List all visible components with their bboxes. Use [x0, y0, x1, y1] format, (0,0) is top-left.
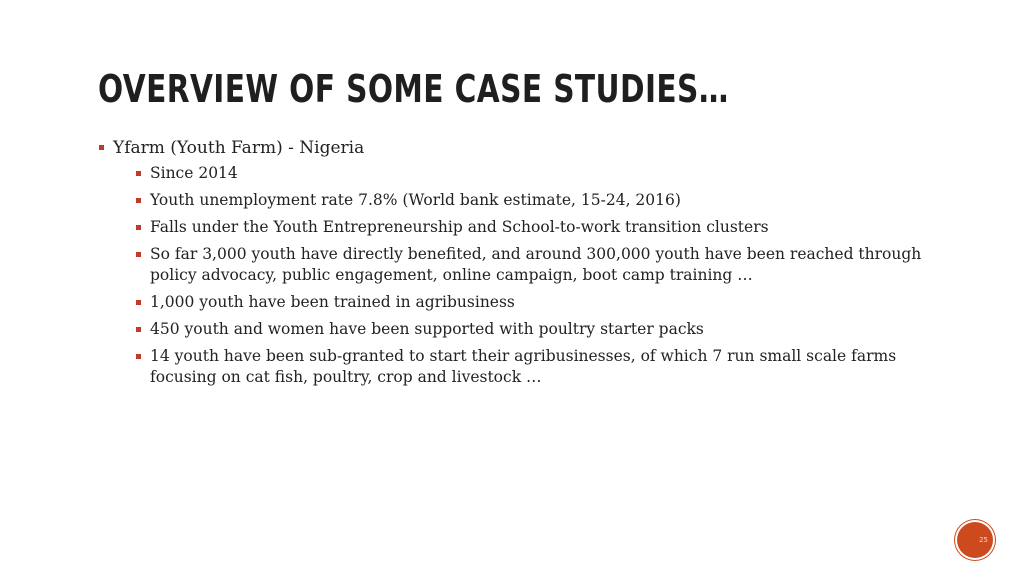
square-bullet-icon [136, 225, 141, 230]
list-item-text: Falls under the Youth Entrepreneurship and School-to-work transition clusters [150, 218, 769, 236]
list-item-text: 450 youth and women have been supported with poultry starter packs [150, 320, 704, 338]
list-item [136, 346, 939, 388]
square-bullet-icon [136, 252, 141, 257]
list-item [136, 190, 939, 211]
square-bullet-icon [136, 171, 141, 176]
slide-number: 25 [979, 536, 988, 544]
bullet-list [99, 136, 939, 388]
list-item [136, 244, 939, 286]
square-bullet-icon [136, 198, 141, 203]
square-bullet-icon [99, 145, 104, 150]
list-item-text: 14 youth have been sub-granted to start their agribusinesses, of which 7 run small scale farms focusing on cat fish, poultry, crop and livestock … [150, 347, 897, 386]
slide-number-badge [957, 522, 993, 558]
case-study-item [99, 136, 939, 388]
sub-bullet-list [136, 163, 939, 388]
list-item-text: 1,000 youth have been trained in agribusiness [150, 293, 515, 311]
square-bullet-icon [136, 354, 141, 359]
case-study-label: Yfarm (Youth Farm) - Nigeria [113, 138, 365, 158]
list-item [136, 217, 939, 238]
list-item [136, 292, 939, 313]
slide-title: OVERVIEW OF SOME CASE STUDIES… [98, 67, 729, 111]
list-item [136, 319, 939, 340]
list-item-text: So far 3,000 youth have directly benefited, and around 300,000 youth have been reached through policy advocacy, public engagement, online campaign, boot camp training … [150, 245, 922, 284]
square-bullet-icon [136, 327, 141, 332]
slide-content [99, 136, 939, 394]
list-item-text: Since 2014 [150, 164, 238, 182]
square-bullet-icon [136, 300, 141, 305]
list-item [136, 163, 939, 184]
list-item-text: Youth unemployment rate 7.8% (World bank estimate, 15-24, 2016) [150, 191, 681, 209]
